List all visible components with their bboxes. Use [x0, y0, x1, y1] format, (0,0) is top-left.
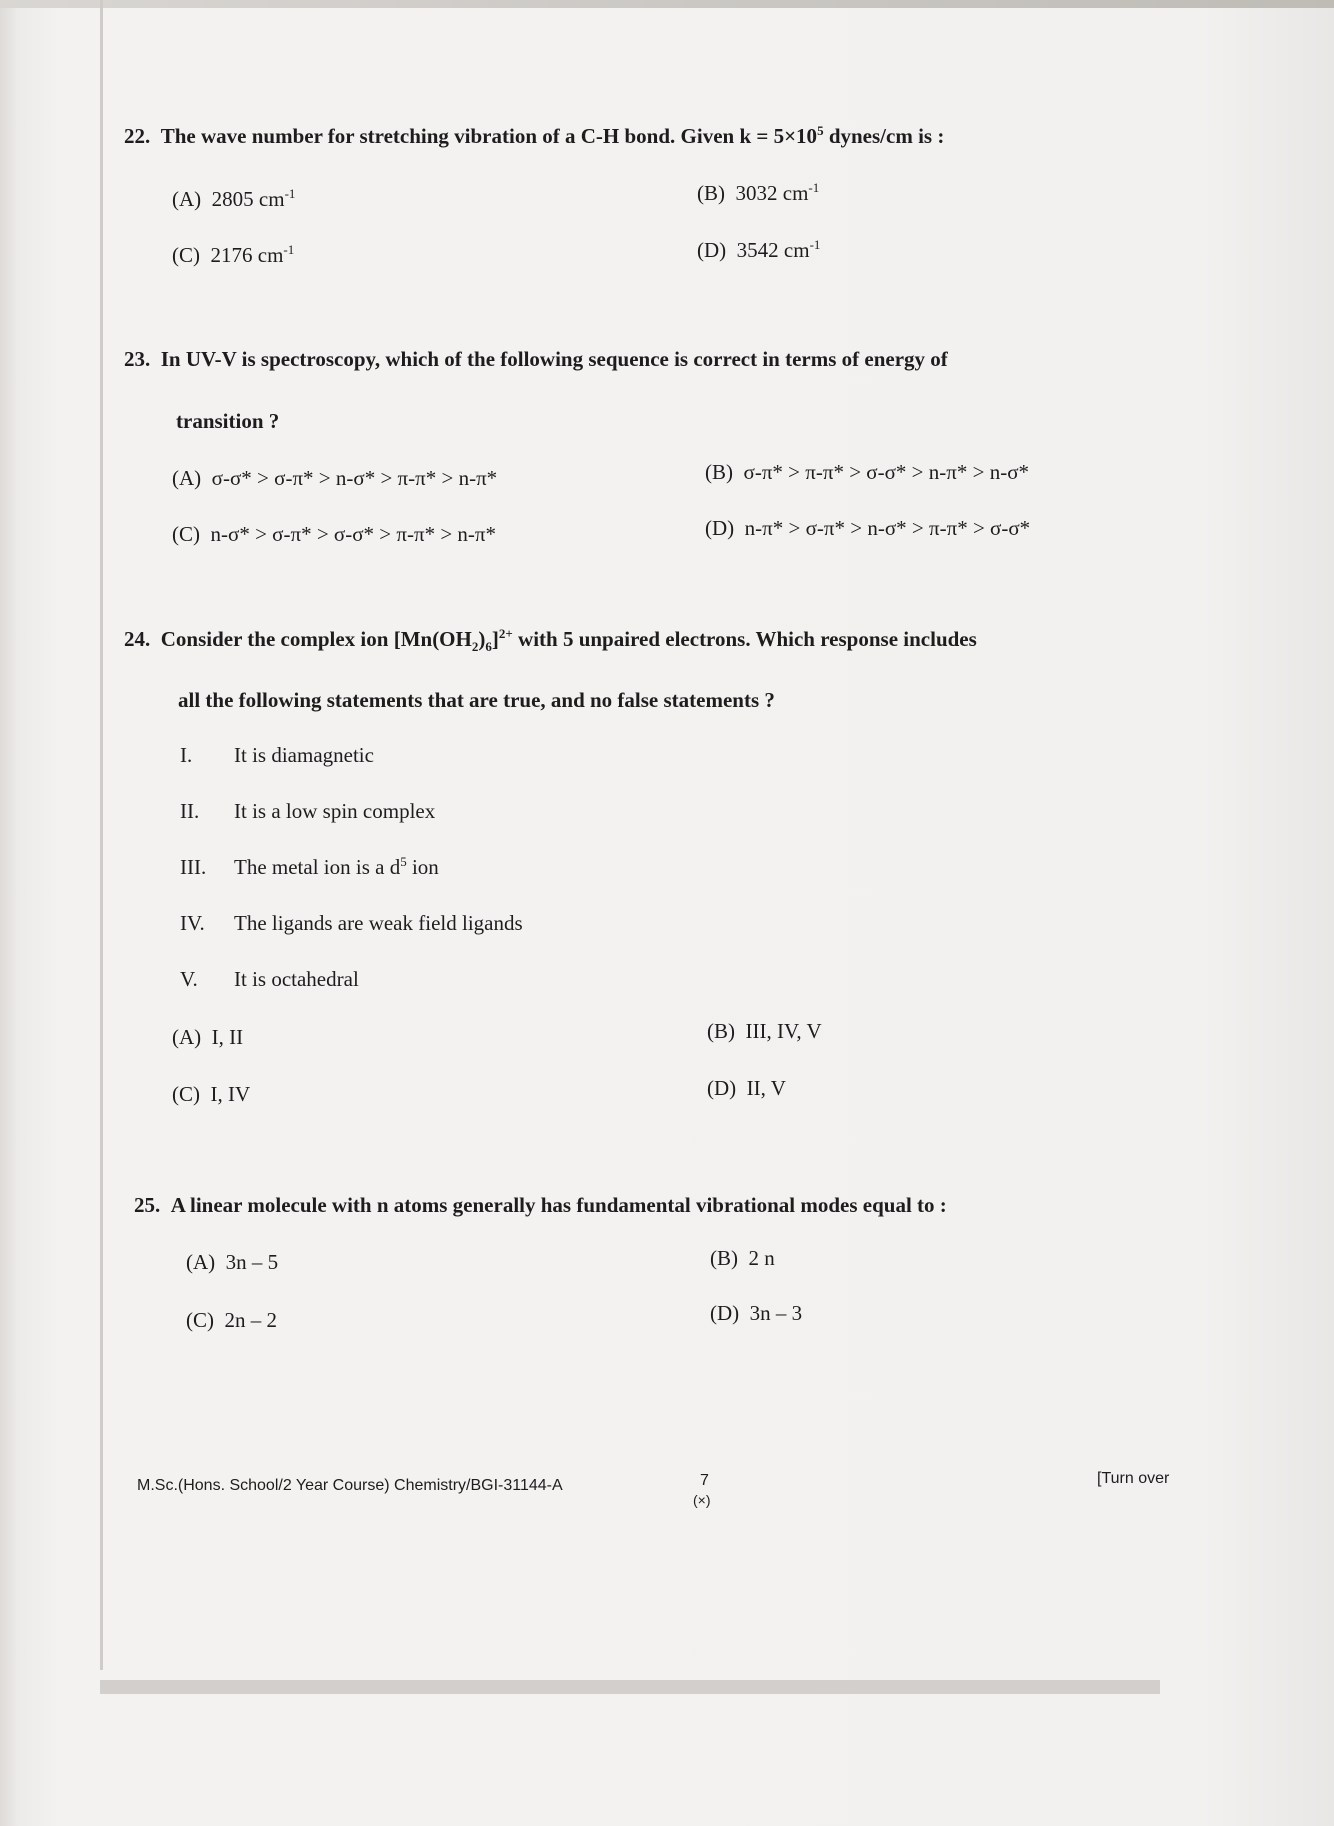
option-22-d: (D) 3542 $cm^{-1}$ [697, 237, 821, 262]
page-mark: (×) [693, 1492, 711, 1508]
option-25-c: (C) 2n – 2 [186, 1308, 277, 1332]
question-22 [124, 124, 944, 149]
turn-over: [Turn over [1097, 1470, 1170, 1487]
option-24-a: (A) I, II [172, 1025, 244, 1049]
option-24-c: (C) I, IV [172, 1082, 251, 1106]
option-24-b: (B) III, IV, V [707, 1019, 822, 1043]
question-number: 23. [124, 347, 151, 371]
question-text: The wave number for stretching vibration of a C-H bond. Given k = 5×10 [160, 124, 818, 148]
statement-iii: III. The metal ion is a $d^5$ ion [180, 854, 439, 879]
question-25 [134, 1193, 947, 1218]
option-23-c: (C) n-σ* > σ-π* > σ-σ* > π-π* > n-π* [172, 522, 497, 546]
option-24-d: (D) II, V [707, 1076, 786, 1100]
option-23-b: (B) σ-π* > π-π* > σ-σ* > n-π* > n-σ* [705, 460, 1030, 484]
question-24: 24. Consider the complex ion $[Mn(OH_2)_6]^{2+}$ with 5 unpaired electrons. Which response includes [124, 626, 977, 655]
question-number: 25. [134, 1193, 161, 1217]
statement-iv: IV. The ligands are weak field ligands [180, 911, 523, 935]
question-text: In UV-V is spectroscopy, which of the following sequence is correct in terms of energy of [160, 347, 948, 371]
option-22-b: (B) 3032 $cm^{-1}$ [697, 180, 820, 205]
page-number: 7 [700, 1472, 709, 1489]
question-number: 22. [124, 124, 151, 148]
margin-line [100, 0, 103, 1670]
statement-v: V. It is octahedral [180, 967, 359, 991]
option-25-a: (A) 3n – 5 [186, 1250, 279, 1274]
question-24-line2: all the following statements that are true, and no false statements ? [178, 688, 775, 712]
statement-ii: II. It is a low spin complex [180, 799, 436, 823]
option-23-d: (D) n-π* > σ-π* > n-σ* > π-π* > σ-σ* [705, 516, 1031, 540]
option-22-a: (A) 2805 $cm^{-1}$ [172, 186, 296, 211]
option-25-d: (D) 3n – 3 [710, 1301, 803, 1325]
exponent: 5 [817, 123, 824, 138]
question-23-line2: transition ? [176, 409, 280, 433]
option-25-b: (B) 2 n [710, 1246, 775, 1270]
question-text-end: dynes/cm is : [823, 124, 945, 148]
scan-top-edge [0, 0, 1334, 8]
scan-bottom-edge [100, 1680, 1160, 1694]
option-22-c: (C) 2176 $cm^{-1}$ [172, 242, 295, 267]
question-number: 24. [124, 627, 151, 651]
option-23-a: (A) σ-σ* > σ-π* > n-σ* > π-π* > n-π* [172, 466, 498, 490]
question-23 [124, 347, 948, 372]
course-code: M.Sc.(Hons. School/2 Year Course) Chemistry/BGI-31144-A [137, 1477, 563, 1494]
statement-i: I. It is diamagnetic [180, 743, 374, 767]
question-text: A linear molecule with n atoms generally has fundamental vibrational modes equal to : [170, 1193, 947, 1217]
